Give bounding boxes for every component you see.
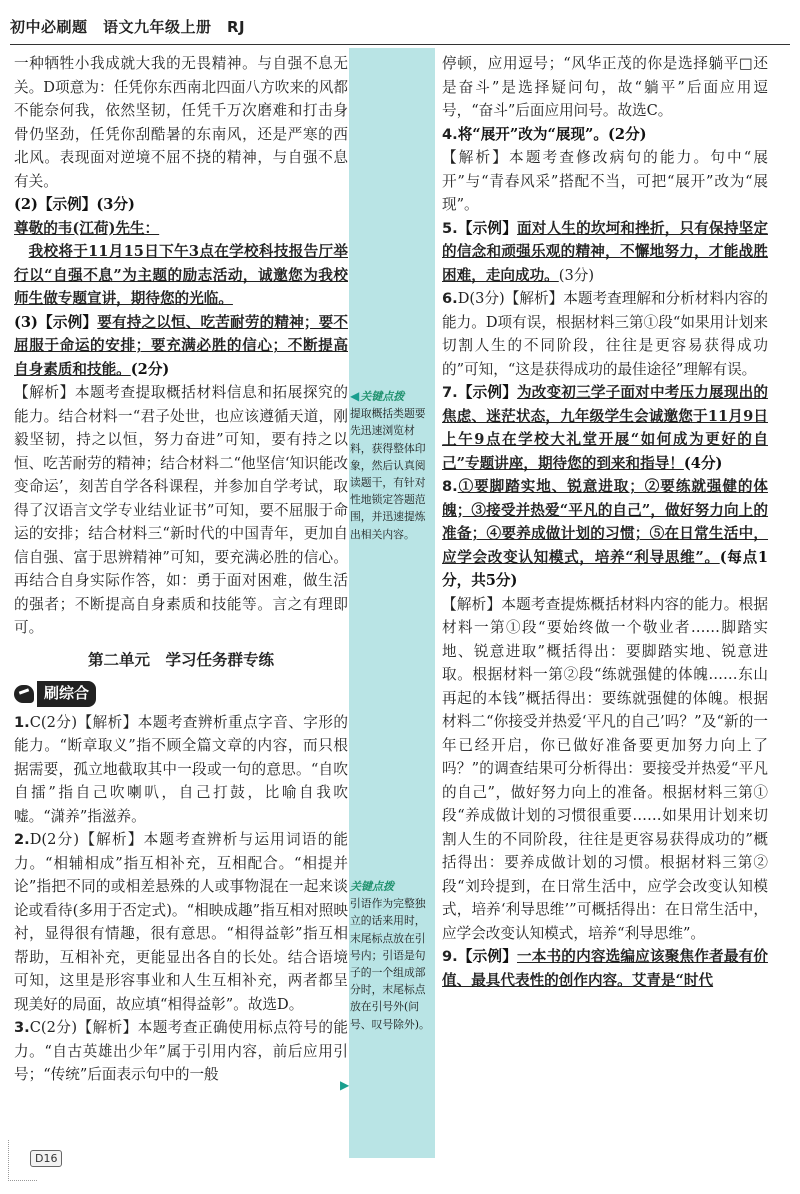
section-badge bbox=[14, 681, 96, 707]
answer-head: 【示例】 bbox=[457, 219, 517, 237]
brush-icon bbox=[14, 685, 34, 703]
item-number: 4. bbox=[442, 125, 458, 143]
page-number: D16 bbox=[30, 1150, 62, 1167]
points: (每点1分，共5分) bbox=[442, 548, 768, 589]
paragraph: 一种牺牲小我成就大我的无畏精神。与自强不息无关。D项意为：任凭你东西南北四面八方吹来的风都不能奈何我，依然坚韧，任凭千万次磨难和打击身骨仍坚劲，任凭你刮酷暑的东南风，还是严寒的西北风。表现面对逆境不屈不挠的精神，与自强不息有关。 bbox=[14, 55, 348, 190]
points: (3分) bbox=[558, 266, 595, 284]
item-number: 9. bbox=[442, 948, 458, 965]
question-heading: (2)【示例】(3分) bbox=[14, 196, 135, 213]
answer-text: 为改变初三学子面对中考压力展现出的焦虑、迷茫状态，九年级学生会诚邀您于11月9日上午9点在学校大礼堂开展“如何成为更好的自己”专题讲座，期待您的到来和指导！ bbox=[442, 384, 768, 472]
tip-text: 引语作为完整独立的话来用时，末尾标点放在引号内；引语是句子的一个组成部分时，末尾标点放在引号外(问号、叹号除外)。 bbox=[350, 897, 430, 1031]
answer-head: 【示例】 bbox=[457, 948, 517, 965]
answer-text: ①要脚踏实地、锐意进取；②要练就强健的体魄；③接受并热爱“平凡的自己”，做好努力向上的准备；④要养成做计划的习惯；⑤在日常生活中，应学会改变认知模式，培养“利导思维”。 bbox=[442, 478, 768, 566]
answer-text: 要有持之以恒、吃苦耐劳的精神；要不屈服于命运的安排；要充满必胜的信心；不断提高自身素质和技能。 bbox=[14, 313, 348, 378]
badge-label: 刷综合 bbox=[37, 681, 96, 707]
unit-title: 第二单元 学习任务群专练 bbox=[87, 650, 274, 669]
item-number: 3. bbox=[14, 1019, 30, 1036]
arrow-left-icon: ◀ bbox=[350, 389, 360, 403]
analysis-text: 【解析】本题考查修改病句的能力。句中“展开”与“青春风采”搭配不当，可把“展开”改为“展现”。 bbox=[442, 149, 768, 213]
item-number: 8. bbox=[442, 478, 458, 495]
item-text: D(2分)【解析】本题考查辨析与运用词语的能力。“相辅相成”指互相补充，互相配合。“相提并论”指把不同的或相差悬殊的人或事物混在一起来谈论或看待(多用于否定式)。“相映成趣”指互相对照映衬，显得很有情趣，很有意思。“相得益彰”指互相帮助，互相补充，更能显出各自的长处。结合语境可知，这里是形容事业和人生互相补充，两者都呈现美好的局面，故应填“相得益彰”。故选D。 bbox=[14, 831, 348, 1013]
tip-box-1 bbox=[350, 388, 434, 543]
points: (2分) bbox=[130, 360, 170, 378]
answer-text: 一本书的内容选编应该聚焦作者最有价值、最具代表性的创作内容。艾青是“时代 bbox=[442, 948, 768, 989]
tip-box-2 bbox=[350, 878, 434, 1033]
left-column bbox=[14, 52, 348, 1087]
arrow-right-icon: ▶ bbox=[340, 1078, 350, 1092]
paragraph: 停顿，应用逗号；“风华正茂的你是选择躺平□还是奋斗”是选择疑问句，故“躺平”后面应用逗号，“奋斗”后面应用问号。故选C。 bbox=[442, 55, 768, 119]
item-number: 1. bbox=[14, 713, 30, 731]
item-number: 2. bbox=[14, 831, 30, 848]
analysis-text: 【解析】本题考查提炼概括材料内容的能力。根据材料一第①段“要始终做一个敬业者……脚踏实地、锐意进取”概括得出：要脚踏实地、锐意进取。根据材料一第②段“练就强健的体魄……东山再起的本钱”概括得出：要练就强健的体魄。根据材料二“你接受并热爱‘平凡的自己’吗？”及“新的一年已经开启，你已做好准备要更加努力向上了吗？”的调查结果可分析得出：要接受并热爱“平凡的自己”，做好努力向上的准备。根据材料三第①段“养成做计划的习惯很重要……如果用计划来切割人生的不同阶段，往往是更容易获得成功的”概括得出：要养成做计划的习惯。根据材料三第②段“刘玲提到，在日常生活中，应学会改变认知模式，培养‘利导思维’”可概括得出：在日常生活中，应学会改变认知模式，培养“利导思维”。 bbox=[442, 595, 768, 942]
answer-text: 面对人生的坎坷和挫折，只有保持坚定的信念和顽强乐观的精神，不懈地努力，才能战胜困难，走向成功。 bbox=[442, 219, 768, 284]
right-column bbox=[442, 52, 768, 992]
item-number: 6. bbox=[442, 290, 458, 307]
tip-title: 关键点拨 bbox=[350, 880, 394, 893]
letter-salutation: 尊敬的韦(江荷)先生： bbox=[14, 219, 160, 237]
tip-title: 关键点拨 bbox=[360, 390, 405, 403]
item-text: C(2分)【解析】本题考查正确使用标点符号的能力。“自古英雄出少年”属于引用内容，前后应用引号；“传统”后面表示句中的一般 bbox=[14, 1019, 348, 1083]
item-number: 7. bbox=[442, 384, 458, 401]
header-title: 初中必刷题 语文九年级上册 RJ bbox=[10, 17, 246, 36]
answer-text: 将“展开”改为“展现”。(2分) bbox=[457, 125, 647, 143]
item-number: 5. bbox=[442, 219, 458, 237]
answer-head: 【示例】 bbox=[457, 384, 517, 401]
analysis-text: 【解析】本题考查提取概括材料信息和拓展探究的能力。结合材料一“君子处世，也应该遵循天道，刚毅坚韧，持之以恒，努力奋进”可知，要有持之以恒、吃苦耐劳的精神；结合材料二“他坚信‘知识能改变命运’，刻苦自学各科课程，并参加自学考试，取得了汉语言文学专业结业证书”可知，要不屈服于命运的安排；结合材料三“新时代的中国青年，更加自信自强、富于思辨精神”可知，要充满必胜的信心。再结合自身实际作答，如：勇于面对困难，做生活的强者；不断提高自身素质和技能等。言之有理即可。 bbox=[14, 384, 348, 636]
letter-body: 我校将于11月15日下午3点在学校科技报告厅举行以“自强不息”为主题的励志活动，诚邀您为我校师生做专题宣讲，期待您的光临。 bbox=[14, 243, 348, 307]
question-heading: (3)【示例】 bbox=[14, 313, 98, 331]
tip-text: 提取概括类题要先迅速浏览材料，获得整体印象，然后认真阅读题干，有针对性地锁定答题范围，并迅速提炼出相关内容。 bbox=[350, 407, 426, 541]
item-text: C(2分)【解析】本题考查辨析重点字音、字形的能力。“断章取义”指不顾全篇文章的内容，而只根据需要，孤立地截取其中一段或一句的意思。“自吹自擂”指自己吹喇叭，自己打鼓，比喻自我吹嘘。“潇养”指滋养。 bbox=[14, 713, 348, 825]
points: (4分) bbox=[683, 454, 723, 472]
page-header bbox=[10, 8, 790, 45]
item-text: D(3分)【解析】本题考查理解和分析材料内容的能力。D项有误，根据材料三第①段“如果用计划来切割人生的不同阶段，往往是更容易获得成功的”可知，“这是获得成功的最佳途径”理解有误。 bbox=[442, 290, 768, 378]
